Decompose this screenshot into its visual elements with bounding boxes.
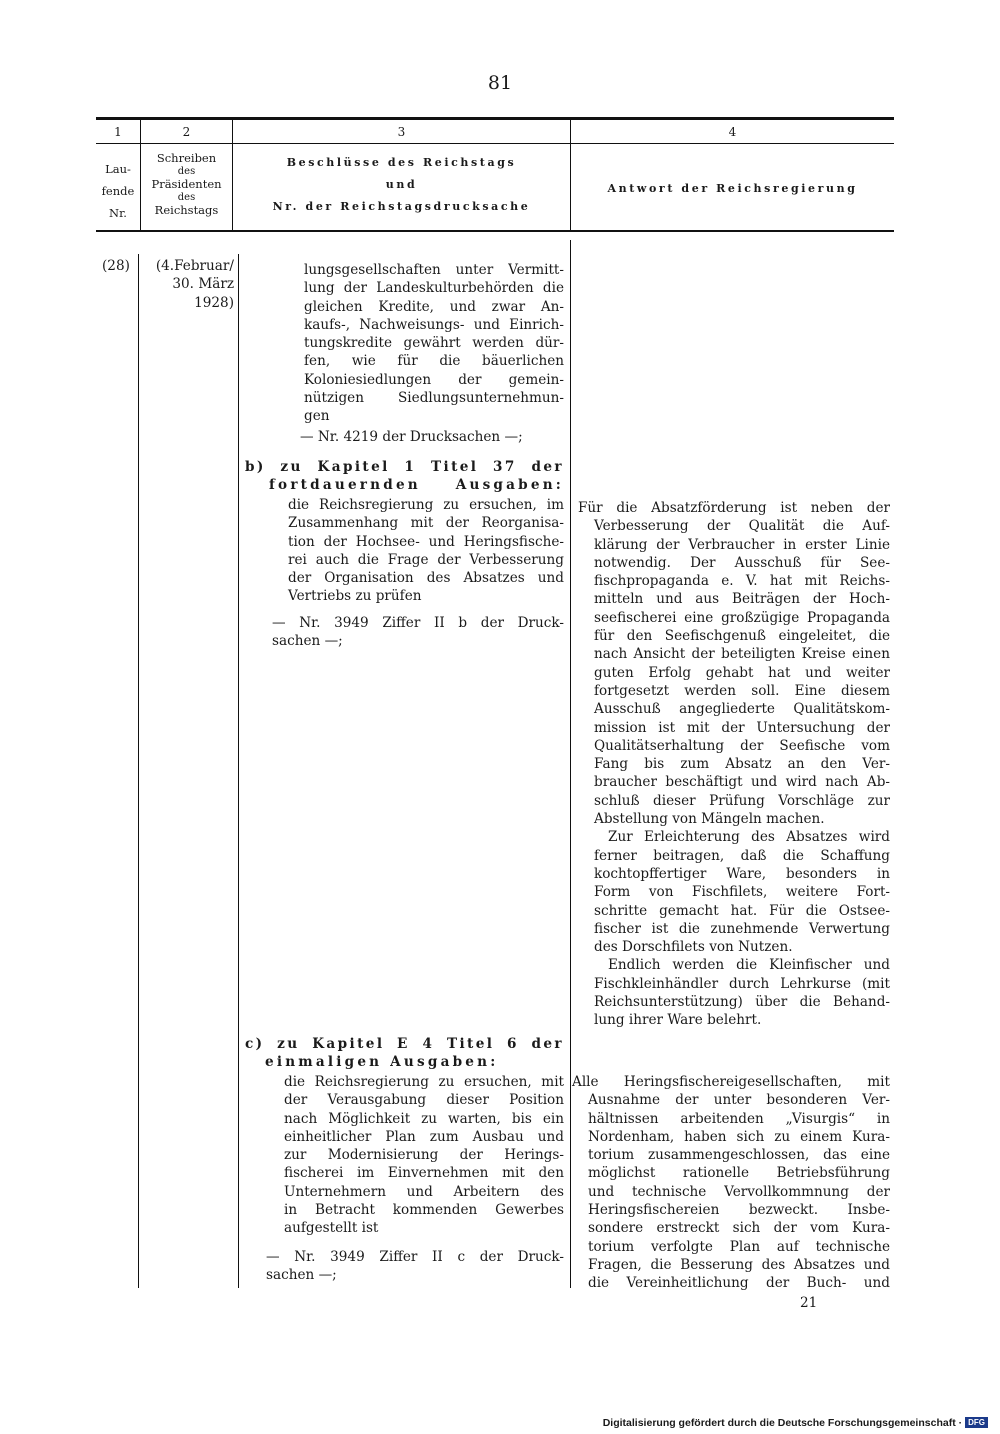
page-number: 81 — [487, 72, 513, 94]
digitization-footer — [603, 1417, 988, 1429]
dfg-logo: DFG — [965, 1417, 988, 1428]
header-col-1-line: Nr. — [109, 206, 127, 220]
header-col-1-number: 1 — [114, 125, 122, 139]
resolution-c-text — [284, 1073, 564, 1238]
resolution-c-reference — [266, 1248, 564, 1285]
text-line: fischerei im Einvernehmen mit den — [284, 1165, 564, 1182]
text-line: klärung der Verbraucher in erster Linie — [594, 536, 890, 553]
text-line: Vertriebs zu prüfen — [288, 588, 422, 605]
header-col-2-line: des — [177, 192, 196, 203]
resolution-continuation — [304, 261, 564, 426]
text-line: sondere erstreckt sich der vom Kura- — [588, 1220, 890, 1237]
text-line: Qualitätserhaltung der Seefische vom — [594, 737, 890, 754]
text-line: und technische Vervollkommnung der — [588, 1183, 890, 1200]
text-line: Heringsfischereien bezweckt. Insbe- — [588, 1202, 890, 1219]
text-line: kaufs-, Nachweisungs- und Einrich- — [304, 316, 564, 333]
header-number-rule — [96, 143, 894, 144]
text-line: Unternehmern und Arbeitern des — [284, 1183, 564, 1200]
row-date-line: 1928) — [194, 294, 234, 311]
text-line: torium zusammengeschlossen, das eine — [588, 1147, 890, 1164]
text-line: hältnissen arbeitenden „Visurgis“ in — [588, 1110, 890, 1127]
text-line: in Betracht kommenden Gewerbes — [284, 1202, 564, 1219]
footer-text: Digitalisierung gefördert durch die Deutsche Forschungsgemeinschaft · — [602, 1417, 963, 1429]
text-line: Koloniesiedlungen der gemein- — [304, 371, 564, 388]
heading-line: einmaligen Ausgaben: — [265, 1054, 499, 1071]
text-line: lungsgesellschaften unter Vermitt- — [304, 262, 564, 278]
text-line: nach Möglichkeit zu warten, bis ein — [284, 1110, 564, 1127]
text-line: Für die Absatzförderung ist neben der — [578, 500, 890, 516]
text-line: gleichen Kredite, und zwar An- — [304, 298, 564, 315]
header-col-1-line: fende — [101, 184, 135, 198]
text-line: möglichst rationelle Betriebsführung — [588, 1165, 890, 1182]
text-line: Ausnahme der unter besonderen Ver- — [588, 1092, 890, 1109]
text-line: sachen —; — [272, 633, 343, 650]
header-col-3-line: Nr. der Reichstagsdrucksache — [272, 200, 531, 213]
resolution-a-reference: — Nr. 4219 der Drucksachen —; — [300, 429, 523, 445]
text-line: der Organisation des Absatzes und — [288, 570, 564, 587]
header-col-2-line: des — [177, 166, 196, 177]
header-col-4-title: Antwort der Reichsregierung — [607, 182, 858, 195]
text-line: seefischerei eine großzügige Propaganda — [594, 609, 890, 626]
text-line: fen, wie für die bäuerlichen — [304, 353, 564, 370]
text-line: der Verausgabung dieser Position — [284, 1092, 564, 1109]
header-col-2-line: Präsidenten — [151, 177, 222, 191]
header-col-3-line: Beschlüsse des Reichstags — [286, 156, 517, 169]
text-line: tungskredite gewährt werden dür- — [304, 335, 564, 352]
text-line: Endlich werden die Kleinfischer und — [608, 957, 890, 974]
text-line: Nordenham, haben sich zu einem Kura- — [588, 1128, 890, 1145]
text-line: Alle Heringsfischereigesellschaften, mit — [572, 1074, 890, 1090]
header-col-1-line: Lau- — [105, 162, 131, 176]
text-line: Abstellung von Mängeln machen. — [594, 811, 825, 828]
text-line: ferner beitragen, daß die Schaffung — [594, 847, 890, 864]
text-line: einheitlicher Plan zum Ausbau und — [284, 1128, 564, 1145]
heading-line: c) zu Kapitel E 4 Titel 6 der — [245, 1036, 564, 1052]
body-divider-3 — [570, 240, 571, 1288]
text-line: Fischkleinhändler durch Lehrkurse (mit — [594, 975, 890, 992]
body-divider-1 — [138, 254, 139, 1288]
text-line: zur Modernisierung der Herings- — [284, 1147, 564, 1164]
text-line: Verbesserung der Qualität die Auf- — [594, 518, 890, 535]
text-line: tion der Hochsee- und Heringsfische- — [288, 533, 564, 550]
resolution-c-heading — [245, 1035, 564, 1072]
text-line: schluß dieser Prüfung Vorschläge zur — [594, 792, 890, 809]
text-line: torium verfolgte Plan auf technische — [588, 1238, 890, 1255]
text-line: nützigen Siedlungsunternehmun- — [304, 390, 564, 407]
row-date-line: 30. März — [172, 276, 234, 293]
row-date — [142, 257, 234, 312]
text-line: nach Ansicht der beteiligten Kreise einen — [594, 646, 890, 663]
text-line: gen — [304, 408, 330, 425]
text-line: schritte gemacht hat. Für die Ostsee- — [594, 902, 890, 919]
header-col-4-number: 4 — [728, 125, 737, 139]
text-line: Form von Fischfilets, weitere Fort- — [594, 884, 890, 901]
text-line: für den Seefischgenuß eingeleitet, die — [594, 628, 890, 645]
text-line: mitteln und aus Beiträgen der Hoch- — [594, 591, 890, 608]
text-line: notwendig. Der Ausschuß für See- — [594, 554, 890, 571]
text-line: Fang bis zum Absatz an den Ver- — [594, 756, 890, 773]
text-line: Reichsunterstützung) über die Behand- — [594, 994, 890, 1011]
row-date-line: (4.Februar/ — [155, 258, 234, 274]
resolution-b-reference — [272, 614, 564, 651]
body-divider-2 — [238, 254, 239, 1288]
text-line: Zusammenhang mit der Reorganisa- — [288, 515, 564, 532]
header-col-2-number: 2 — [182, 125, 191, 139]
text-line: guten Erfolg gehabt hat und weiter — [594, 664, 890, 681]
signature-mark: 21 — [800, 1295, 818, 1311]
text-line: des Dorschfilets von Nutzen. — [594, 939, 793, 956]
text-line: sachen —; — [266, 1267, 337, 1284]
text-line: fortgesetzt werden soll. Eine diesem — [594, 682, 890, 699]
header-col-3-number: 3 — [397, 125, 406, 139]
answer-b — [578, 499, 890, 1030]
text-line: fischer ist die zunehmende Verwertung — [594, 920, 890, 937]
text-line: Ausschuß angegliederte Qualitätskom- — [594, 701, 890, 718]
header-col-3-title — [233, 156, 570, 213]
header-col-2-line: Reichstags — [154, 203, 219, 217]
heading-line: fortdauernden Ausgaben: — [269, 477, 564, 494]
text-line: rei auch die Frage der Verbesserung — [288, 551, 564, 568]
resolution-b-text — [288, 496, 564, 606]
text-line: lung der Landeskulturbehörden die — [304, 280, 564, 297]
header-col-1-title — [96, 158, 140, 224]
row-number: (28) — [102, 258, 130, 274]
text-line: — Nr. 3949 Ziffer II c der Druck- — [266, 1249, 564, 1265]
header-top-rule — [96, 117, 894, 120]
text-line: die Reichsregierung zu ersuchen, im — [288, 497, 564, 513]
header-col-3-line: und — [385, 178, 418, 191]
text-line: die Reichsregierung zu ersuchen, mit — [284, 1074, 564, 1090]
text-line: mission ist mit der Untersuchung der — [594, 719, 890, 736]
header-bottom-rule — [96, 230, 894, 232]
text-line: Fragen, die Besserung des Absatzes und — [588, 1256, 890, 1273]
header-col-2-title — [141, 152, 232, 217]
text-line: Zur Erleichterung des Absatzes wird — [608, 829, 890, 846]
text-line: — Nr. 3949 Ziffer II b der Druck- — [272, 615, 564, 631]
text-line: braucher beschäftigt und wird nach Ab- — [594, 774, 890, 791]
answer-c — [572, 1073, 890, 1293]
text-line: aufgestellt ist — [284, 1220, 379, 1237]
text-line: die Vereinheitlichung der Buch- und — [588, 1275, 890, 1292]
resolution-b-heading — [245, 458, 564, 495]
heading-line: b) zu Kapitel 1 Titel 37 der — [245, 459, 564, 475]
text-line: lung ihrer Ware belehrt. — [594, 1012, 762, 1029]
header-col-2-line: Schreiben — [156, 151, 217, 165]
text-line: kochtopffertiger Ware, besonders in — [594, 865, 890, 882]
text-line: fischpropaganda e. V. hat mit Reichs- — [594, 573, 890, 590]
